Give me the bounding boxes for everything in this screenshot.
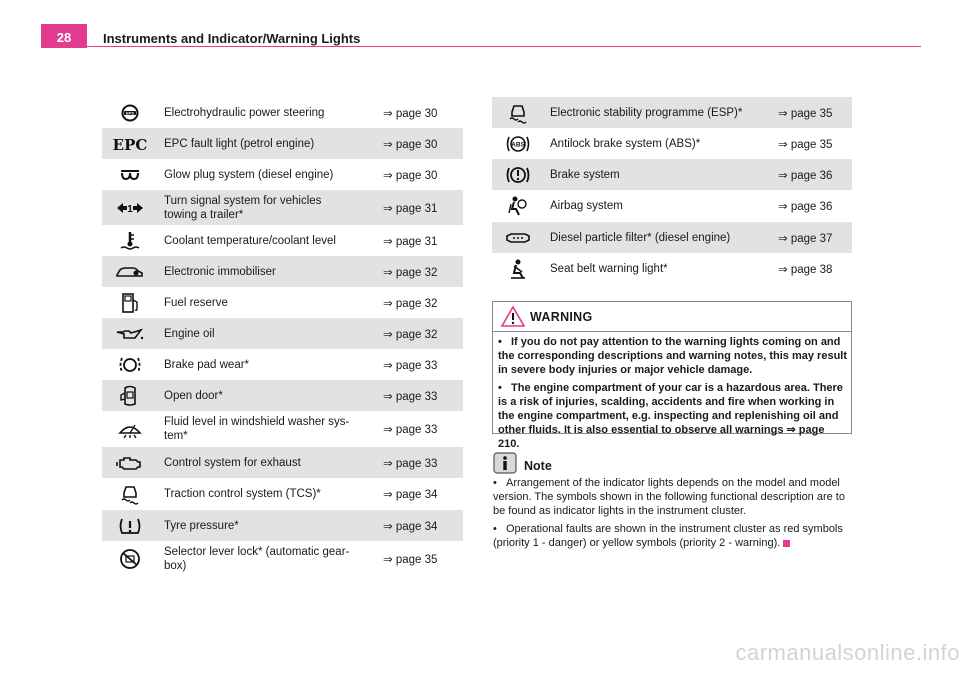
header-divider	[87, 46, 921, 47]
selector-lever-lock-icon	[102, 541, 158, 577]
page-reference-link[interactable]: ⇒ page 35	[750, 97, 852, 128]
list-item-label: Diesel particle filter* (diesel engine)	[544, 222, 750, 253]
diesel-particle-filter-icon	[492, 222, 544, 253]
table-row	[492, 159, 852, 190]
abs-icon	[492, 128, 544, 159]
page-reference-link[interactable]: ⇒ page 34	[355, 510, 463, 541]
tyre-pressure-icon	[102, 510, 158, 541]
page-reference-link[interactable]: ⇒ page 30	[383, 169, 438, 182]
coolant-temperature-icon	[102, 225, 158, 256]
list-item-label: Engine oil	[158, 318, 355, 349]
svg-text:ABS: ABS	[511, 141, 525, 148]
list-item-label: Electronic immobiliser	[158, 256, 355, 287]
table-row	[102, 318, 463, 349]
list-item-label: Turn signal system for vehicles towing a trailer*	[158, 190, 355, 225]
airbag-icon	[492, 190, 544, 222]
note-item-text: Arrangement of the indicator lights depends on the model and model version. The symbols shown in the following functional description are to be found as indicator lights in the instrument cluster.	[493, 477, 845, 517]
list-item-label: Traction control system (TCS)*	[164, 488, 321, 500]
page-reference-link[interactable]: ⇒ page 37	[750, 222, 852, 253]
page-reference-link[interactable]: ⇒ page 31	[355, 190, 463, 225]
warning-body	[493, 332, 851, 451]
svg-text:EPS: EPS	[125, 110, 135, 116]
list-item-label: EPC fault light (petrol engine)	[158, 128, 355, 159]
page-reference-link[interactable]: ⇒ page 32	[355, 318, 463, 349]
list-item-label: Seat belt warning light*	[550, 263, 668, 275]
list-item-label: Brake pad wear*	[164, 358, 250, 371]
watermark: carmanualsonline.info	[735, 640, 960, 665]
page-reference-link[interactable]: ⇒ page 31	[383, 235, 438, 248]
seat-belt-icon	[492, 253, 544, 285]
table-row	[102, 349, 463, 380]
list-item-label: Airbag system	[550, 200, 623, 212]
table-row	[102, 225, 463, 256]
list-item-label: Tyre pressure*	[158, 510, 355, 541]
table-row	[492, 190, 852, 222]
page-reference-link[interactable]: ⇒ page 30	[355, 128, 463, 159]
table-row	[102, 190, 463, 225]
section-end-marker	[783, 540, 790, 547]
list-item-label: Open door*	[158, 380, 355, 411]
info-icon	[493, 452, 517, 474]
note-title: Note	[524, 459, 552, 473]
page-reference-link[interactable]: ⇒ page 36	[778, 201, 833, 213]
list-item-label: Glow plug system (diesel engine)	[164, 168, 334, 181]
page-reference-link[interactable]: ⇒ page 32	[355, 256, 463, 287]
oil-can-icon	[102, 318, 158, 349]
page-reference-link[interactable]: ⇒ page 36	[750, 159, 852, 190]
warning-triangle-icon	[501, 306, 525, 327]
page-reference-link[interactable]: ⇒ page 33	[383, 359, 438, 372]
page-reference-link[interactable]: ⇒ page 33	[383, 424, 438, 436]
bullet-marker: •	[493, 477, 497, 489]
immobiliser-icon	[102, 256, 158, 287]
fuel-pump-icon	[102, 287, 158, 318]
note-body	[493, 476, 855, 550]
table-row	[102, 256, 463, 287]
list-item-label: Fuel reserve	[164, 296, 228, 309]
list-item-label: Electronic stability programme (ESP)*	[544, 97, 750, 128]
table-row	[492, 253, 852, 285]
note-header	[493, 452, 855, 474]
table-row	[102, 411, 463, 447]
page-reference-link[interactable]: ⇒ page 35	[383, 554, 438, 566]
warning-header	[493, 302, 851, 332]
brake-system-icon	[492, 159, 544, 190]
table-row	[102, 541, 463, 577]
esp-icon	[492, 97, 544, 128]
svg-text:EPC: EPC	[112, 135, 148, 154]
table-row	[102, 510, 463, 541]
note-item-text: Operational faults are shown in the instrument cluster as red symbols (priority 1 - danger) or yellow symbols (priority 2 - warning).	[493, 523, 843, 549]
note-box	[493, 452, 855, 554]
list-item-label: Control system for exhaust	[158, 447, 355, 478]
page-reference-link[interactable]: ⇒ page 32	[383, 297, 438, 310]
indicator-lights-table-right	[492, 97, 852, 285]
table-row	[102, 128, 463, 159]
note-item	[493, 522, 855, 550]
page-reference-link[interactable]: ⇒ page 38	[778, 264, 833, 276]
warning-item	[498, 335, 847, 377]
traction-control-icon	[102, 478, 158, 510]
warning-item	[498, 381, 847, 451]
page-reference-link[interactable]: ⇒ page 33	[355, 447, 463, 478]
list-item-label: Coolant temperature/coolant level	[164, 234, 336, 247]
warning-item-text: If you do not pay attention to the warning lights coming on and the corresponding descriptions and warning notes, this may result in severe body injuries or major vehicle damage.	[498, 336, 848, 376]
glow-plug-icon	[102, 159, 158, 190]
power-steering-icon	[102, 97, 158, 128]
turn-signal-trailer-icon	[102, 190, 158, 225]
page-number: 28	[41, 24, 87, 48]
brake-pad-icon	[102, 349, 158, 380]
page-reference-link[interactable]: ⇒ page 34	[383, 489, 438, 501]
engine-exhaust-icon	[102, 447, 158, 478]
list-item-label: Selector lever lock* (automatic gear-box)	[164, 546, 350, 572]
bullet-marker: •	[498, 336, 502, 348]
svg-text:1: 1	[127, 203, 133, 215]
page-reference-link[interactable]: ⇒ page 35	[778, 138, 833, 151]
bullet-marker: •	[498, 382, 502, 394]
bullet-marker: •	[493, 523, 497, 535]
warning-item-text: The engine compartment of your car is a hazardous area. There is a risk of injuries, scalding, accidents and fire when working in the engine compartment, e.g. inspecting and replenishing oil and other fluids. It is also essential to observe all warnings ⇒ page 210.	[498, 382, 843, 450]
table-row	[492, 222, 852, 253]
open-door-icon	[102, 380, 158, 411]
warning-title: WARNING	[530, 310, 593, 324]
washer-fluid-icon	[102, 411, 158, 447]
page-reference-link[interactable]: ⇒ page 30	[383, 107, 438, 120]
chapter-title: Instruments and Indicator/Warning Lights	[103, 31, 361, 46]
table-row	[102, 287, 463, 318]
table-row	[492, 128, 852, 159]
note-item	[493, 476, 855, 518]
page-header	[41, 24, 921, 48]
list-item-label: Brake system	[544, 159, 750, 190]
list-item-label: Antilock brake system (ABS)*	[550, 137, 701, 150]
table-row	[102, 447, 463, 478]
epc-icon	[102, 128, 158, 159]
table-row	[102, 159, 463, 190]
indicator-lights-table-left	[102, 97, 463, 577]
table-row	[492, 97, 852, 128]
list-item-label: Fluid level in windshield washer sys-tem*	[164, 416, 350, 442]
table-row	[102, 97, 463, 128]
page-reference-link[interactable]: ⇒ page 33	[355, 380, 463, 411]
table-row	[102, 380, 463, 411]
table-row	[102, 478, 463, 510]
list-item-label: Electrohydraulic power steering	[164, 106, 325, 119]
warning-box	[492, 301, 852, 450]
